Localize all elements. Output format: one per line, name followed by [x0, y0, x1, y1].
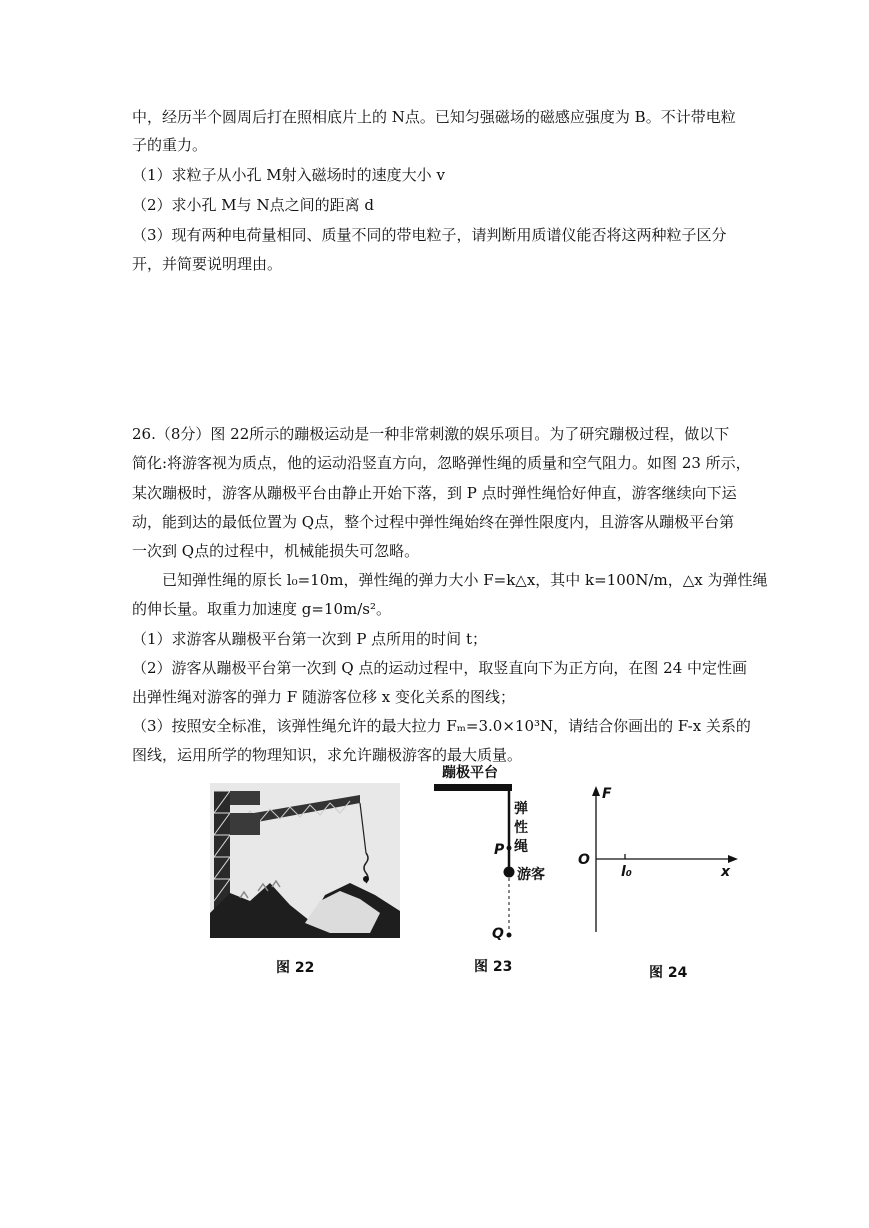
x-axis-label: x	[721, 864, 731, 880]
text-line: 某次蹦极时，游客从蹦极平台由静止开始下落，到 P 点时弹性绳恰好伸直，游客继续向下运	[132, 484, 737, 502]
text-line: 已知弹性绳的原长 l₀=10m，弹性绳的弹力大小 F=k△x，其中 k=100N/m，△x 为弹性绳	[132, 571, 768, 589]
figure-24-caption: 图 24	[649, 965, 688, 981]
text-line: 简化:将游客视为质点，他的运动沿竖直方向，忽略弹性绳的质量和空气阻力。如图 23 所示，	[132, 454, 751, 472]
point-q-label: Q	[492, 926, 504, 942]
text-line: 动，能到达的最低位置为 Q点，整个过程中弹性绳始终在弹性限度内，且游客从蹦极平台第	[132, 513, 735, 531]
text-line: 26.（8分）图 22所示的蹦极运动是一种非常刺激的娱乐项目。为了研究蹦极过程，做以下	[132, 425, 730, 443]
text-line: 图线，运用所学的物理知识，求允许蹦极游客的最大质量。	[132, 746, 523, 764]
text-line: （1）求游客从蹦极平台第一次到 P 点所用的时间 t；	[132, 630, 487, 648]
fx-axes	[575, 782, 745, 952]
tourist-dot	[504, 867, 515, 878]
figure-22	[210, 783, 400, 976]
figure-23-caption: 图 23	[474, 959, 513, 975]
figure-22-caption: 图 22	[276, 960, 315, 976]
bungee-photo-image	[210, 783, 400, 938]
text-line: 一次到 Q点的过程中，机械能损失可忽略。	[132, 542, 420, 560]
text-line: （3）现有两种电荷量相同、质量不同的带电粒子，请判断用质谱仪能否将这两种粒子区分	[132, 226, 727, 244]
text-line: （1）求粒子从小孔 M射入磁场时的速度大小 v	[132, 166, 445, 184]
origin-label: O	[578, 852, 590, 868]
point-p-label: P	[494, 842, 505, 858]
text-line: 开，并简要说明理由。	[132, 255, 283, 273]
text-line: 的伸长量。取重力加速度 g=10m/s²。	[132, 600, 392, 618]
f-axis-label: F	[602, 786, 612, 802]
figure-23	[430, 760, 570, 980]
text-line: 子的重力。	[132, 136, 208, 154]
f-axis-arrow	[592, 786, 600, 796]
platform-label: 蹦极平台	[442, 765, 498, 781]
l0-label: l₀	[621, 864, 632, 880]
text-line: （2）求小孔 M与 N点之间的距离 d	[132, 196, 374, 214]
x-axis-arrow	[728, 855, 738, 863]
platform-bar	[434, 784, 512, 791]
text-line: （2）游客从蹦极平台第一次到 Q 点的运动过程中，取竖直向下为正方向，在图 24 中定性画	[132, 659, 748, 677]
figure-24	[575, 782, 745, 982]
text-line: 出弹性绳对游客的弹力 F 随游客位移 x 变化关系的图线；	[132, 688, 515, 706]
rope-label-3: 绳	[514, 839, 528, 855]
tourist-label: 游客	[517, 867, 545, 883]
rope-label-1: 弹	[514, 801, 528, 817]
text-line: （3）按照安全标准，该弹性绳允许的最大拉力 Fₘ=3.0×10³N，请结合你画出的 F-x 关系的	[132, 717, 751, 735]
rope-label-2: 性	[514, 820, 528, 836]
point-q-dot	[507, 933, 512, 938]
point-p-dot	[507, 846, 512, 851]
text-line: 中，经历半个圆周后打在照相底片上的 N点。已知匀强磁场的磁感应强度为 B。不计带电粒	[132, 108, 736, 126]
